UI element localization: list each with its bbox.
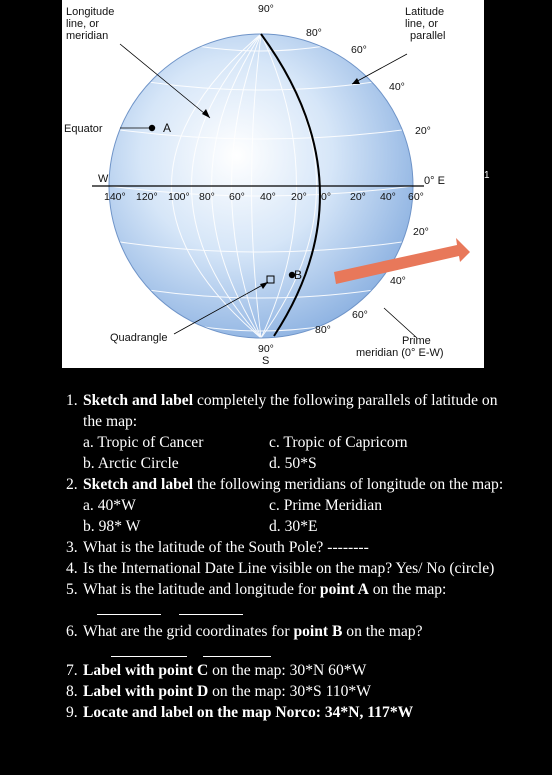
- point-b-label: B: [294, 268, 303, 282]
- equator-lon-60w: 60°: [229, 191, 245, 203]
- longitude-label-2: line, or: [66, 18, 100, 30]
- latitude-label-1: Latitude: [405, 6, 445, 18]
- lat-south-60: 60°: [352, 309, 368, 321]
- equator-lon-20w: 20°: [291, 191, 307, 203]
- quadrangle-label: Quadrangle: [110, 332, 168, 344]
- latitude-label-2: line, or: [405, 18, 439, 30]
- prime-meridian-label-1: Prime: [402, 335, 431, 347]
- south-pole-label: 90°: [258, 343, 274, 355]
- question-8: 8. Label with point D on the map: 30*S 110*W: [66, 683, 371, 700]
- equator-lon-40e: 40°: [380, 191, 396, 203]
- lat-north-40: 40°: [389, 81, 405, 93]
- equator-lon-20e: 20°: [350, 191, 366, 203]
- question-6: 6. What are the grid coordinates for point B on the map?: [66, 621, 506, 660]
- prime-meridian-label-2: meridian (0° E-W): [356, 347, 444, 359]
- equator-lon-60e: 60°: [408, 191, 424, 203]
- point-a-label: A: [163, 121, 172, 135]
- question-4: 4. Is the International Date Line visible on the map? Yes/ No (circle): [66, 560, 495, 577]
- lat-north-80: 80°: [306, 27, 322, 39]
- equator-lon-140w: 140°: [104, 191, 126, 203]
- equator-label: Equator: [64, 123, 103, 135]
- west-label: W: [98, 173, 109, 185]
- lat-south-40: 40°: [390, 275, 406, 287]
- question-7: 7. Label with point C on the map: 30*N 60*W: [66, 662, 367, 679]
- equator-lon-40w: 40°: [260, 191, 276, 203]
- equator-lon-120w: 120°: [136, 191, 158, 203]
- question-2: 2. Sketch and label the following meridians of longitude on the map: a. 40*W c. Prime Meridian b. 98* W d. 30*E: [66, 476, 504, 535]
- question-9: 9. Locate and label on the map Norco: 34*N, 117*W: [66, 704, 414, 721]
- answer-blank[interactable]: [179, 600, 243, 615]
- equator-lon-0: 0°: [321, 191, 332, 203]
- east-label: 0° E: [424, 175, 445, 187]
- south-pole-letter: S: [262, 355, 270, 367]
- stray-mark: 1: [484, 170, 490, 181]
- lat-north-20: 20°: [415, 125, 431, 137]
- question-5: 5. What is the latitude and longitude for point A on the map:: [66, 579, 506, 621]
- question-3: 3. What is the latitude of the South Pole? --------: [66, 539, 369, 556]
- longitude-label-1: Longitude: [66, 6, 115, 18]
- latitude-label-3: parallel: [410, 30, 446, 42]
- equator-lon-100w: 100°: [168, 191, 190, 203]
- lat-south-80: 80°: [315, 324, 331, 336]
- question-list: [66, 390, 506, 723]
- question-1: 1. Sketch and label completely the following parallels of latitude on the map: a. Tropic of Cancer c. Tropic of Capricorn b. Arctic Circle d. 50*S: [66, 392, 498, 472]
- globe-diagram: [62, 0, 484, 368]
- answer-blank[interactable]: [111, 642, 187, 657]
- point-a-dot: [149, 125, 155, 131]
- lat-north-60: 60°: [351, 44, 367, 56]
- answer-blank[interactable]: [97, 600, 161, 615]
- equator-lon-80w: 80°: [199, 191, 215, 203]
- lat-south-20: 20°: [413, 226, 429, 238]
- north-pole-label: 90°: [258, 3, 274, 15]
- longitude-label-3: meridian: [66, 30, 109, 42]
- answer-blank[interactable]: [203, 642, 271, 657]
